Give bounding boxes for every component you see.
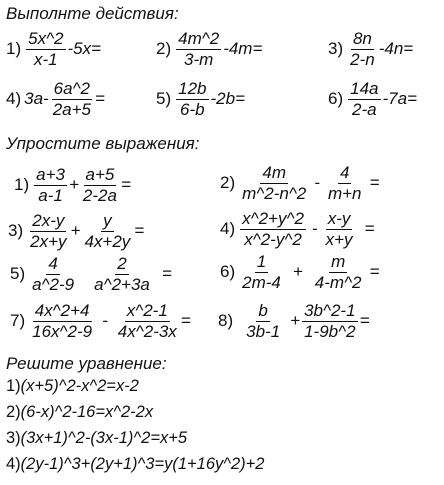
task2-item-4 [220,210,374,249]
equation-text: (2y-1)^3+(2y+1)^3=y(1+16y^2)+2 [20,455,265,473]
task1-item-4 [6,80,105,119]
numerator: x^2-1 [126,301,168,320]
task1-item-2 [156,30,262,69]
item-number: 7) [10,311,26,331]
fraction [30,302,94,341]
denominator: 2-a [352,99,377,119]
expression-tail: = [161,264,172,284]
denominator: 6-b [180,99,205,119]
section2-heading: Упростите выражения: [6,134,200,153]
equation-text: (3x+1)^2-(3x-1)^2=x+5 [20,429,188,447]
numerator: 2 [117,254,127,273]
task1-item-6 [328,80,417,119]
equation-text: (x+5)^2-x^2=x-2 [20,377,139,395]
denominator: 4x+2y [84,231,131,251]
fraction [240,253,283,292]
expression-tail: = [369,173,380,193]
task2-item-3 [8,212,144,251]
item-number: 3) [328,39,344,59]
fraction [240,210,306,249]
operator: - [311,219,318,239]
item-number: 2) [6,403,21,421]
expression-tail: -2b= [210,89,245,109]
fraction [348,30,377,69]
fraction [244,302,282,341]
numerator: 4m [262,163,286,182]
task2-item-8 [218,302,370,341]
fraction [348,80,380,119]
fraction [176,30,221,69]
numerator: x-y [327,209,351,228]
numerator: 4 [48,254,58,273]
item-number: 5) [10,264,26,284]
expression-tail: -4m= [223,39,263,59]
item-number: 6) [220,262,236,282]
operator: + [290,311,301,331]
expression-tail: -4n= [378,39,414,59]
fraction [302,302,357,341]
denominator: 16x^2-9 [32,321,93,341]
denominator: 3-m [184,49,214,69]
numerator: b [258,301,268,320]
task2-item-6 [220,253,379,292]
numerator: 4m^2 [178,29,220,48]
denominator: 3b-1 [246,321,281,341]
expression-tail: -7a= [382,89,417,109]
equation-3 [6,429,187,448]
denominator: a-1 [38,185,63,205]
item-number: 8) [218,311,234,331]
denominator: a^2-9 [32,274,75,294]
denominator: a^2+3a [94,274,150,294]
expression-tail: = [134,221,145,241]
task1-item-5 [156,80,245,119]
expression-tail: = [364,219,375,239]
denominator: 4x^2-3x [117,321,177,341]
fraction [176,80,208,119]
numerator: 6a^2 [53,79,91,98]
fraction [51,80,93,119]
fraction [324,210,355,249]
expression-tail: = [120,175,131,195]
numerator: a+5 [85,165,115,184]
fraction [92,255,152,294]
numerator: 1 [256,252,267,271]
operator: - [314,173,320,193]
denominator: 2x+y [30,231,67,251]
numerator: 14a [350,79,379,98]
numerator: x^2+y^2 [242,209,304,228]
section3-heading: Решите уравнение: [6,354,167,373]
denominator: m+n [327,183,362,203]
section1-heading: Выполнте действия: [6,4,179,23]
item-number: 4) [6,455,21,473]
fraction [81,166,119,205]
expression-tail: = [359,311,370,331]
item-number: 2) [156,39,172,59]
fraction [30,255,76,294]
fraction [240,164,308,203]
numerator: 8n [352,29,372,48]
item-number: 5) [156,89,172,109]
fraction [82,212,132,251]
numerator: 5x^2 [28,29,64,48]
numerator: 4x^2+4 [34,301,90,320]
expression-tail: = [180,311,191,331]
numerator: a+3 [36,165,65,184]
task1-item-3 [328,30,413,69]
numerator: 12b [178,79,207,98]
denominator: 2-2a [82,185,117,205]
operator: + [70,221,81,241]
task1-item-1 [6,30,101,69]
denominator: 1-9b^2 [304,321,356,341]
item-number: 4) [6,89,22,109]
numerator: 3b^2-1 [304,301,356,320]
numerator: 4 [339,163,350,182]
denominator: m^2-n^2 [242,183,307,203]
fraction [313,253,364,292]
fraction [116,302,179,341]
expression-tail: = [369,262,380,282]
item-number: 6) [328,89,344,109]
task2-item-2 [220,164,379,203]
equation-1 [6,377,139,396]
item-number: 4) [220,219,236,239]
expression-tail: = [95,89,105,109]
item-number: 2) [220,173,236,193]
denominator: 4-m^2 [314,272,362,292]
expression-tail: -5x= [67,39,102,59]
operator: - [102,311,108,331]
expression-prefix: 3a- [24,89,49,109]
operator: + [68,175,79,195]
task2-item-1 [14,166,131,205]
fraction [28,212,68,251]
task2-item-7 [10,302,191,341]
equation-text: (6-x)^2-16=x^2-2x [20,403,154,421]
denominator: 2-n [350,49,375,69]
numerator: y [103,211,112,230]
numerator: m [331,252,346,271]
equation-4 [6,455,264,474]
denominator: x-1 [34,49,58,69]
fraction [326,164,364,203]
denominator: x^2-y^2 [244,229,302,249]
item-number: 1) [6,377,21,395]
fraction [26,30,65,69]
denominator: 2a+5 [52,99,91,119]
denominator: x+y [325,229,353,249]
item-number: 3) [6,429,21,447]
item-number: 1) [6,39,22,59]
operator: + [292,262,303,282]
item-number: 3) [8,221,24,241]
task2-item-5 [10,255,172,294]
fraction [34,166,67,205]
equation-2 [6,403,153,422]
item-number: 1) [14,175,30,195]
numerator: 2x-y [32,211,65,230]
denominator: 2m-4 [242,272,281,292]
